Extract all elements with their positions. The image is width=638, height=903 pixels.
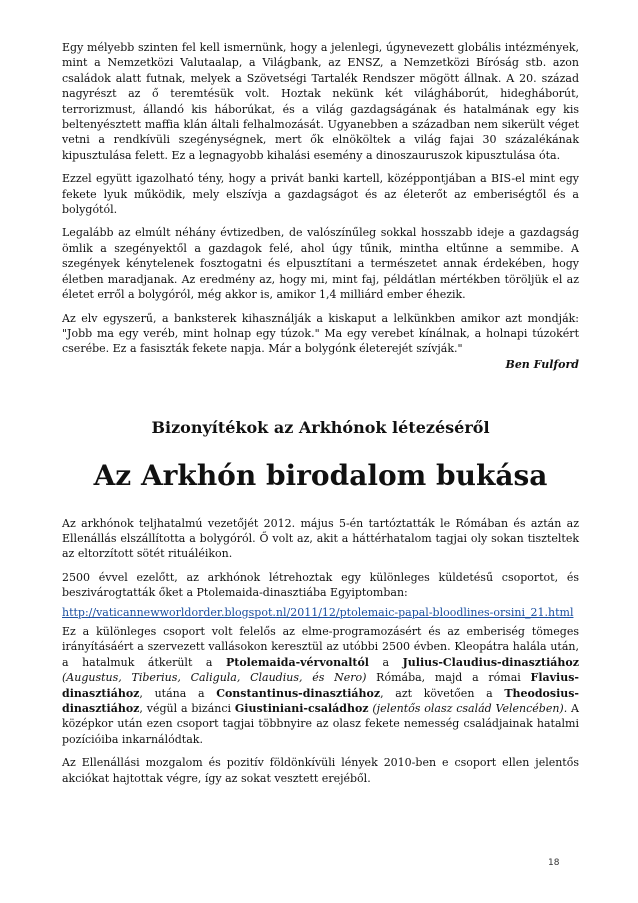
p7-text-h: A középkor után ezen csoport tagjai többnyire az olasz fekete nemesség családjainak hatalmi pozícióiba inkarnálódtak. — [62, 702, 579, 746]
link-paragraph — [62, 605, 579, 620]
paragraph-1: Egy mélyebb szinten fel kell ismernünk, hogy a jelenlegi, úgynevezett globális intézmények, mint a Nemzetközi Valutaalap, a Világbank, az ENSZ, a Nemzetközi Bíróság stb. azon családok alatt futnak, melyek a Szövetségi Tartalék Rendszer mögött állnak. A 20. század nagyrészt az ő teremtésük volt. Hoztak nekünk két világháborút, hidegháborút, terrorizmust, állandó kis háborúkat, és a világ gazdagságának és hatalmának egy kis beltenyésztett maffia klán általi felhalmozását. Ugyanebben a században nem sikerült véget vetni a rendkívüli szegénységnek, mert ők elnököltek a világ fajai 30 százalékának kipusztulása felett. Ez a legnagyobb kihalási esemény a dinoszauruszok kipusztulása óta. — [62, 41, 579, 162]
p7-italic-venice: (jelentős olasz család Velencében). — [372, 702, 568, 715]
page-number: 18 — [548, 858, 560, 868]
p7-italic-emperors: (Augustus, Tiberius, Caligula, Claudius, és Nero) — [62, 671, 367, 685]
p7-text-f: , azt követően a — [380, 686, 505, 700]
signature: Ben Fulford — [505, 357, 579, 371]
paragraph-3: Legalább az elmúlt néhány évtizedben, de valószínűleg sokkal hosszabb ideje a gazdagság ömlik a szegényektől a gazdagok felé, ahol úgy tűnik, mintha eltűnne a semmibe. A szegények kénytelenek fosztogatni és elpusztítani a természetet annak érdekében, hogy életben maradjanak. Az eredmény az, hogy mi, mint faj, példátlan mértékben töröljük el az életet erről a bolygóról, még akkor is, amikor 1,4 milliárd ember éhezik. — [62, 226, 579, 302]
paragraph-4: Az elv egyszerű, a banksterek kihasználják a kiskaput a lelkünkben amikor azt mondják: "Jobb ma egy veréb, mint holnap egy túzok." Ma egy verebet kínálnak, a holnapi túzokért cserébe. Ez a fasiszták fekete napja. Már a bolygónk életerejét szívják." — [62, 311, 579, 356]
page-body — [62, 40, 579, 794]
p7-bold-theodosius: Theodosius-dinasztiához — [62, 686, 580, 715]
p7-bold-flavius: Flavius-dinasztiához — [62, 671, 579, 700]
paragraph-8: Az Ellenállási mozgalom és pozitív földönkívüli lények 2010-ben e csoport ellen jelentős akciókat hajtottak végre, így az sokat vesztett erejéből. — [62, 756, 579, 785]
p7-text-e: , utána a — [139, 686, 217, 700]
p7-bold-ptolemaida: Ptolemaida-vérvonaltól — [225, 655, 369, 669]
p7-text-c: a — [368, 655, 403, 669]
p7-text-g: , végül a bizánci — [139, 702, 235, 715]
p7-bold-julius-claudius: Julius-Claudius-dinasztiához — [402, 655, 579, 669]
paragraph-6: 2500 évvel ezelőtt, az arkhónok létrehoztak egy különleges küldetésű csoportot, és beszivárogtatták őket a Ptolemaida-dinasztiába Egyiptomban: — [62, 570, 579, 600]
paragraph-2: Ezzel együtt igazolható tény, hogy a privát banki kartell, középpontjában a BIS-el mint egy fekete lyuk működik, mely elszívja a gazdagságot és az életerőt az emberiségtől és a bolygótól. — [62, 172, 579, 217]
p7-bold-giustiniani: Giustiniani-családhoz — [234, 702, 369, 715]
paragraph-7 — [62, 624, 579, 747]
p7-text-d: Rómába, majd a római — [366, 671, 531, 685]
source-link[interactable]: http://vaticannewworldorder.blogspot.nl/2011/12/ptolemaic-papal-bloodlines-orsini_21.html — [62, 605, 574, 619]
paragraph-5: Az arkhónok teljhatalmú vezetőjét 2012. május 5-én tartóztatták le Rómában és aztán az Ellenállás elszállította a bolygóról. Ő volt az, akit a háttérhatalom tagjai oly sokan tiszteltek az eltorzított sötét rituáléikon. — [62, 516, 579, 561]
section-subtitle: Bizonyítékok az Arkhónok létezéséről — [151, 418, 490, 438]
section-title: Az Arkhón birodalom bukása — [93, 458, 548, 492]
p7-bold-constantinus: Constantinus-dinasztiához — [216, 686, 381, 700]
p7-text-a: Ez a különleges csoport volt felelős az elme-programozásért és az emberiség tömeges irányításáért a szervezett vallásokon keresztül az utóbbi 2500 évben. Kleopátra halála után, a hatalmuk átkerült a — [62, 624, 579, 669]
